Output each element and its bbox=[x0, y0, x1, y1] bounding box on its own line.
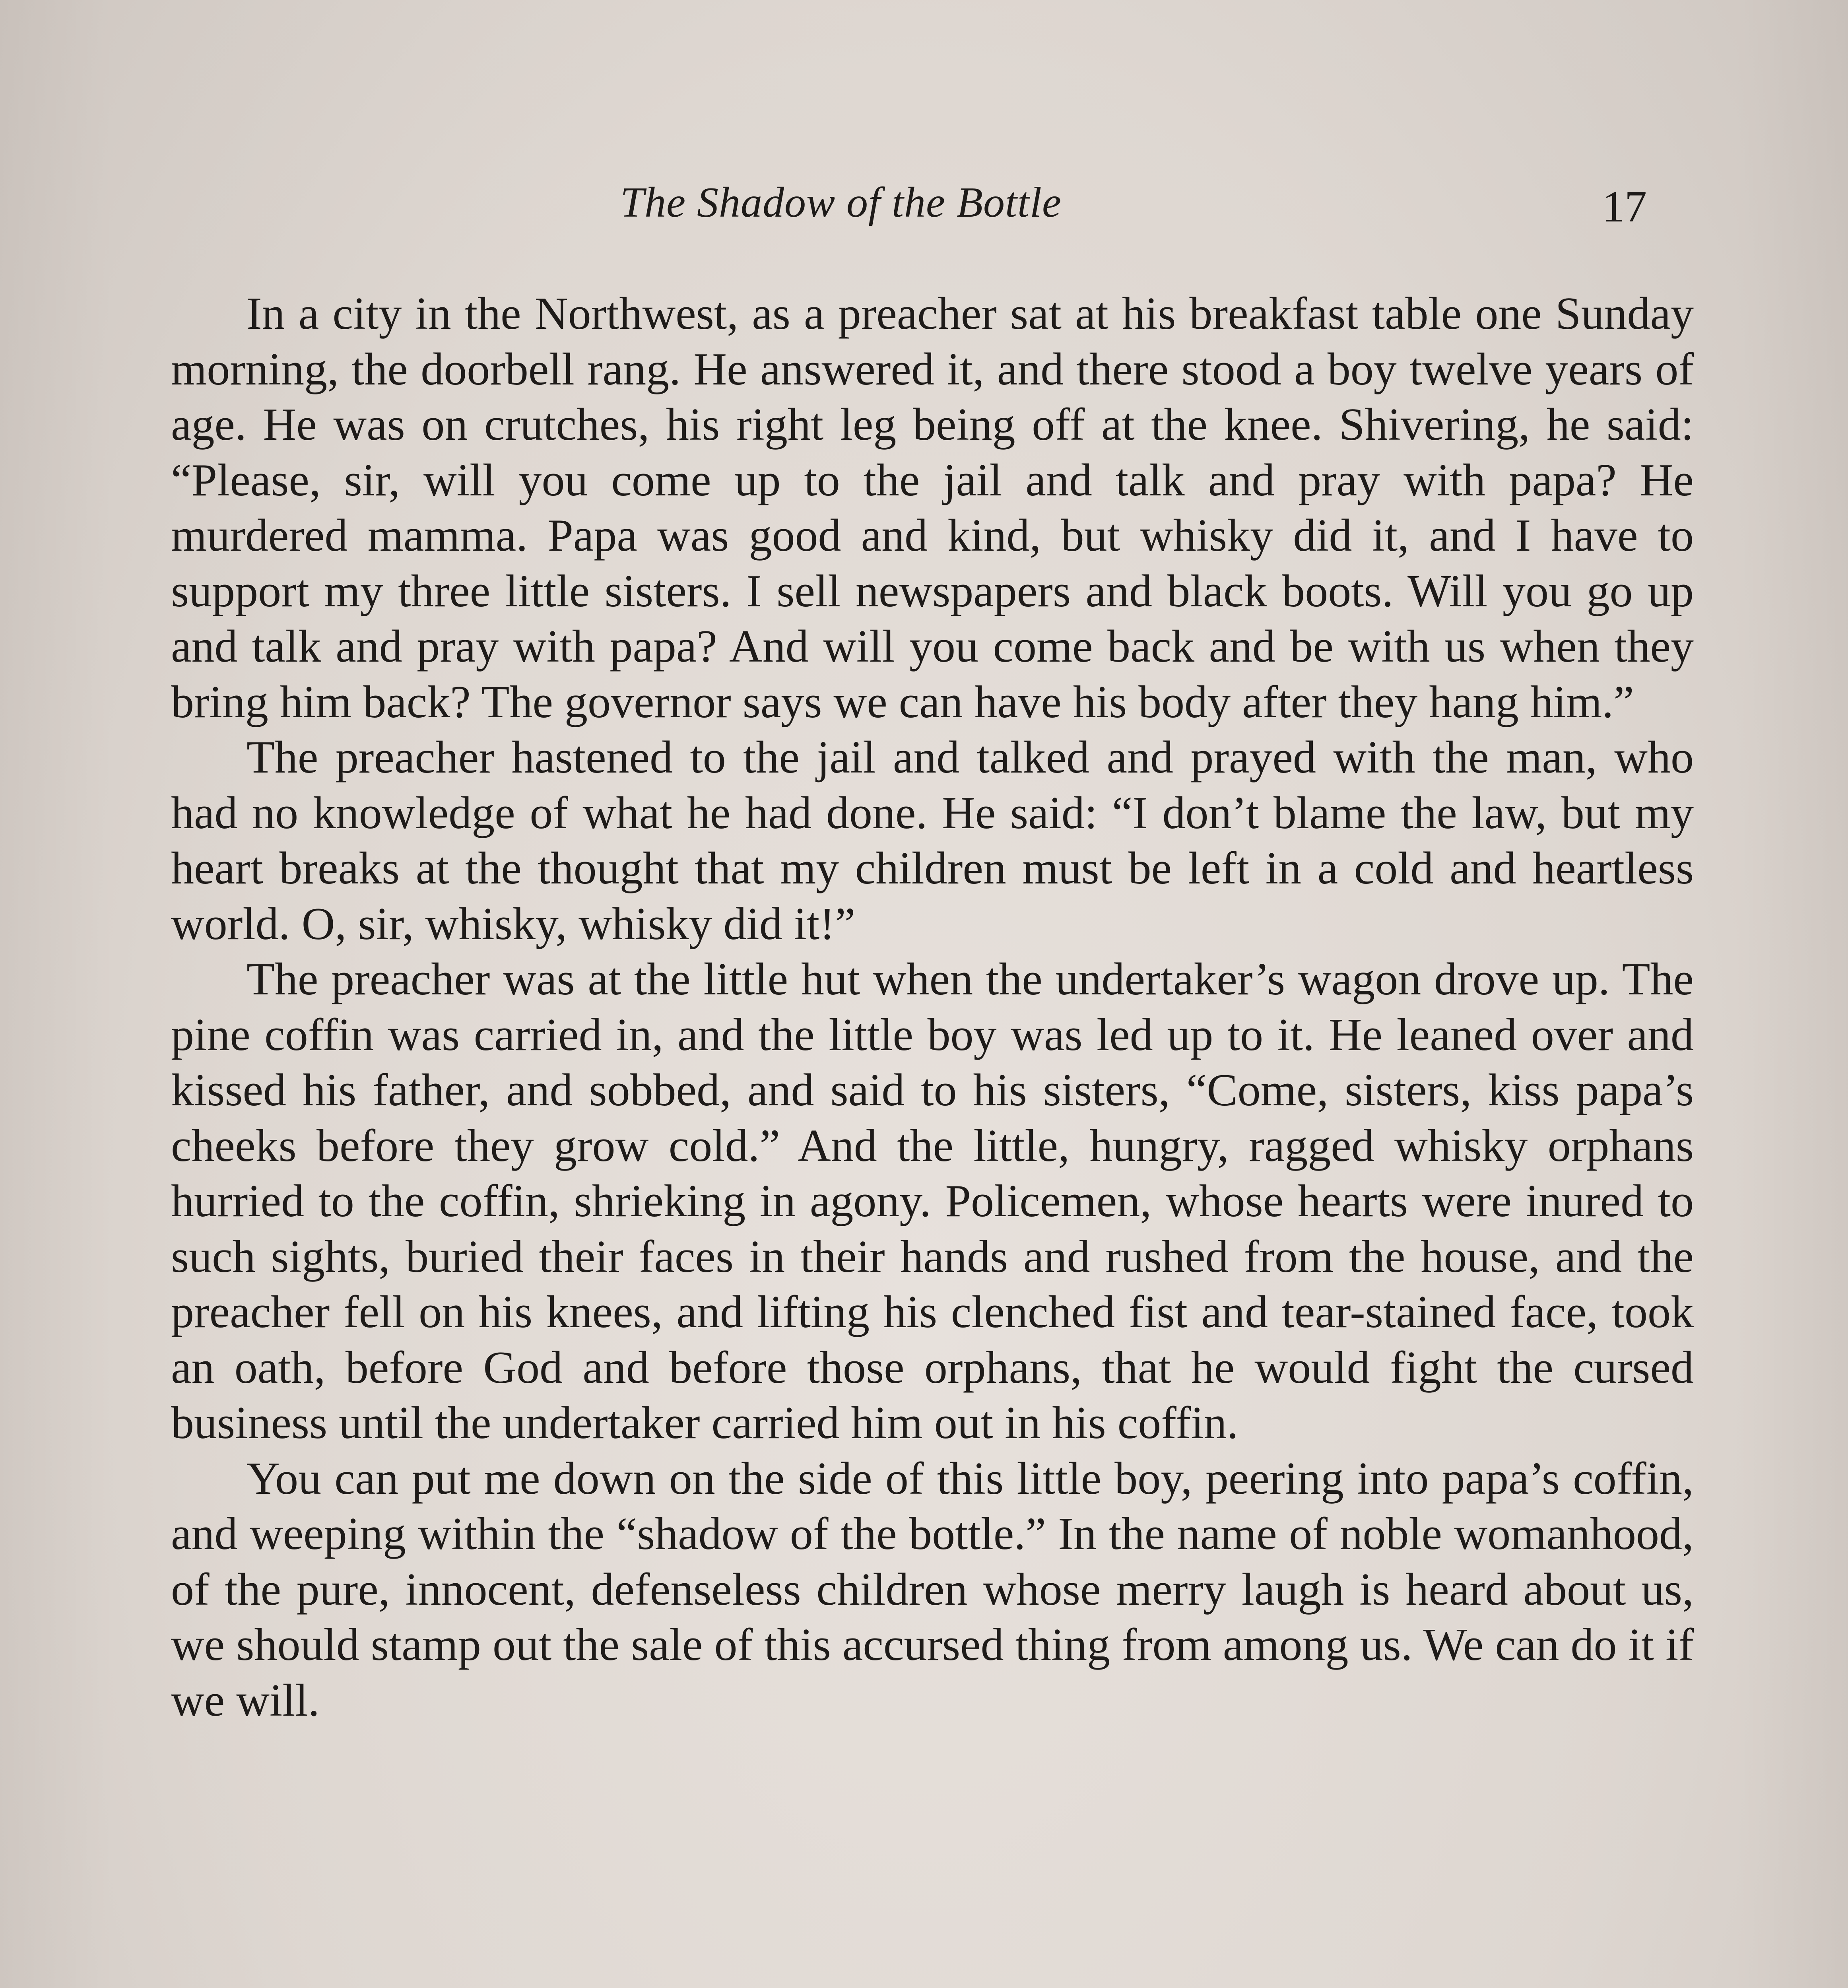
page-number: 17 bbox=[1602, 182, 1647, 231]
paragraph: The preacher was at the little hut when the undertaker’s wagon drove up. The pine coffin was carried in, and the little boy was led up to it. He leaned over and kissed his father, and sobbed, and said to his sisters, “Come, sisters, kiss papa’s cheeks before they grow cold.” And the little, hungry, ragged whisky orphans hurried to the coffin, shrieking in agony. Policemen, whose hearts were inured to such sights, buried their faces in their hands and rushed from the house, and the preacher fell on his knees, and lifting his clenched fist and tear-stained face, took an oath, before God and before those orphans, that he would fight the cursed business until the undertaker carried him out in his coffin. bbox=[171, 954, 1694, 1448]
paragraph: You can put me down on the side of this little boy, peering into papa’s coffin, and weeping within the “shadow of the bottle.” In the name of noble womanhood, of the pure, innocent, defenseless children whose merry laugh is heard about us, we should stamp out the sale of this accursed thing from among us. We can do it if we will. bbox=[171, 1453, 1694, 1726]
paragraph: In a city in the Northwest, as a preacher sat at his breakfast table one Sunday morning, the doorbell rang. He answered it, and there stood a boy twelve years of age. He was on crutches, his right leg being off at the knee. Shivering, he said: “Please, sir, will you come up to the jail and talk and pray with papa? He murdered mamma. Papa was good and kind, but whisky did it, and I have to support my three little sisters. I sell newspapers and black boots. Will you go up and talk and pray with papa? And will you come back and be with us when they bring him back? The governor says we can have his body after they hang him.” bbox=[171, 288, 1694, 728]
paragraph: The preacher hastened to the jail and talked and prayed with the man, who had no knowledge of what he had done. He said: “I don’t blame the law, but my heart breaks at the thought that my children must be left in a cold and heartless world. O, sir, whisky, whisky did it!” bbox=[171, 732, 1694, 949]
body-text bbox=[171, 286, 1694, 1728]
running-header bbox=[0, 171, 1848, 235]
running-title: The Shadow of the Bottle bbox=[620, 179, 1062, 226]
